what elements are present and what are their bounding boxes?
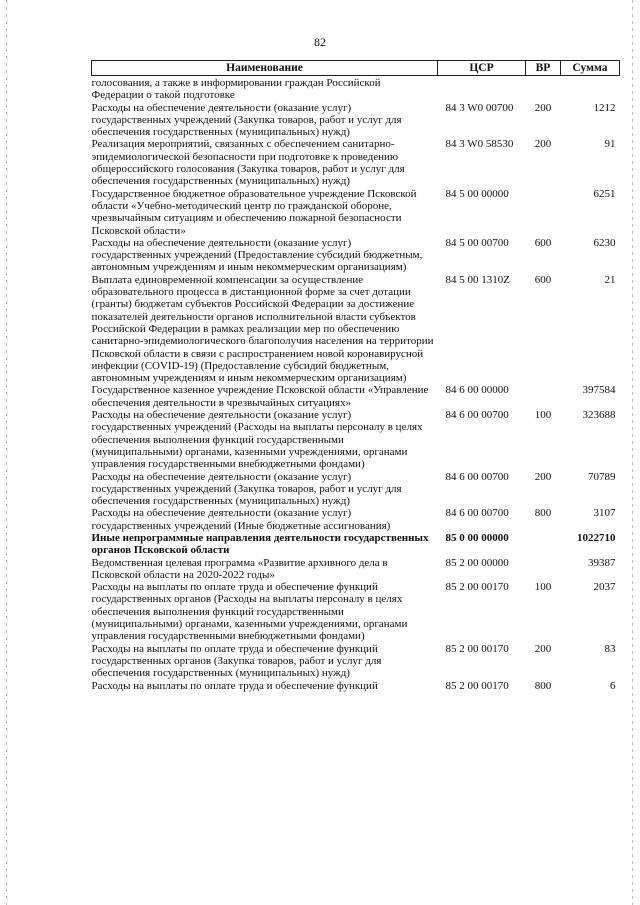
row-sum-cell: 39387 [588, 556, 616, 569]
row-vr-cell: 200 [534, 101, 552, 114]
table-row [92, 581, 620, 642]
table-row [92, 532, 620, 557]
table-row [92, 557, 620, 582]
row-name-cell: Расходы на обеспечение деятельности (оказание услуг) государственных учреждений (Иные бюджетные ассигнования) [91, 507, 391, 532]
row-sum-cell: 1212 [593, 101, 616, 114]
row-vr-cell: 200 [534, 642, 552, 655]
header-csr: ЦСР [438, 61, 526, 76]
row-vr-cell [526, 188, 561, 237]
row-sum-cell: 323688 [582, 409, 616, 422]
row-name-cell: Реализация мероприятий, связанных с обеспечением санитарно-эпидемиологической безопасности при подготовке к проведению общероссийского голосования (Закупка товаров, работ и услуг для обеспечения государственных (муниципальных) нужд) [91, 138, 405, 188]
row-name-cell: Иные непрограммные направления деятельности государственных органов Псковской области [91, 531, 429, 557]
table-row [92, 274, 620, 385]
row-csr-cell: 85 2 00 00170 [445, 679, 509, 692]
row-sum-cell: 3107 [593, 507, 616, 520]
table-row [92, 188, 620, 237]
row-sum-cell: 70789 [588, 470, 616, 483]
row-vr-cell: 600 [534, 273, 552, 286]
row-csr-cell: 84 3 W0 58530 [445, 138, 514, 151]
row-csr-cell: 84 6 00 00700 [445, 470, 509, 483]
header-sum: Сумма [561, 61, 620, 76]
row-sum-cell: 21 [604, 273, 616, 286]
row-name-cell: Государственное казенное учреждение Псковской области «Управление обеспечения деятельности в чрезвычайных ситуациях» [91, 384, 429, 409]
table-row [92, 384, 620, 409]
row-csr-cell: 85 2 00 00000 [445, 556, 509, 569]
row-csr-cell: 84 5 00 1310Z [445, 273, 510, 286]
row-csr-cell: 85 2 00 00170 [445, 642, 509, 655]
row-name-cell: Ведомственная целевая программа «Развитие архивного дела в Псковской области на 2020-2022 годы» [91, 556, 388, 581]
row-vr-cell: 200 [534, 138, 552, 151]
row-csr-cell: 85 0 00 00000 [445, 531, 509, 544]
row-sum-cell: 6 [610, 679, 616, 692]
continuation-row [92, 76, 620, 102]
row-csr-cell: 84 6 00 00700 [445, 507, 509, 520]
row-csr-cell: 84 5 00 00700 [445, 236, 509, 249]
row-name-cell: Расходы на обеспечение деятельности (оказание услуг) государственных учреждений (Закупка товаров, работ и услуг для обеспечения государственных (муниципальных) нужд) [91, 101, 402, 139]
header-name: Наименование [92, 61, 438, 76]
row-vr-cell [526, 384, 561, 409]
row-name-cell: Выплата единовременной компенсации за осуществление образовательного процесса в дистанционной форме за счет дотации (гранты) бюджетам субъектов Российской Федерации за достижение показателей деятельности органов исполнительной власти субъектов Российской Федерации в рамках реализации мер по обеспечению санитарно-эпидемиологического благополучия населения на территории Псковской области в связи с распространением новой коронавирусной инфекции (COVID-19) (Предоставление субсидий бюджетным, автономным учреждениям и иным некоммерческим организациям) [91, 273, 434, 385]
row-name-cell: Расходы на выплаты по оплате труда и обеспечение функций государственных органов (Расходы на выплаты персоналу в целях обеспечения выполнения функций государственными (муниципальными) органами, казенными учреждениями, органами управления государственными внебюджетными фондами) [91, 581, 408, 643]
row-csr-cell: 84 5 00 00000 [445, 187, 509, 200]
row-csr-cell: 84 3 W0 00700 [445, 101, 514, 114]
row-vr-cell: 800 [534, 679, 552, 692]
row-name-cell: Расходы на выплаты по оплате труда и обеспечение функций государственных органов (Закупка товаров, работ и услуг для обеспечения государственных (муниципальных) нужд) [91, 642, 382, 680]
row-csr-cell: 85 2 00 00170 [445, 581, 509, 594]
continuation-text: голосования, а также в информировании граждан Российской Федерации о такой подготовке [91, 77, 381, 102]
row-vr-cell: 800 [534, 507, 552, 520]
scan-edge-left [6, 0, 7, 905]
table-row [92, 507, 620, 532]
row-vr-cell [526, 532, 561, 557]
row-csr-cell: 84 6 00 00000 [445, 384, 509, 397]
table-row [92, 138, 620, 187]
row-vr-cell: 100 [534, 409, 552, 422]
row-vr-cell: 200 [534, 470, 552, 483]
row-sum-cell: 1022710 [577, 531, 616, 544]
row-name-cell: Расходы на обеспечение деятельности (оказание услуг) государственных учреждений (Закупка товаров, работ и услуг для обеспечения государственных (муниципальных) нужд) [91, 470, 402, 508]
row-sum-cell: 91 [604, 138, 616, 151]
row-vr-cell: 600 [534, 236, 552, 249]
row-name-cell: Расходы на обеспечение деятельности (оказание услуг) государственных учреждений (Предоставление субсидий бюджетным, автономным учреждениям и иным некоммерческим организациям) [91, 236, 423, 274]
row-name-cell: Расходы на выплаты по оплате труда и обеспечение функций [91, 679, 378, 692]
header-vr: ВР [526, 61, 561, 76]
table-row [92, 102, 620, 139]
table-header-row [92, 61, 620, 76]
scan-edge-right [632, 0, 633, 905]
row-vr-cell [526, 557, 561, 582]
budget-table [91, 60, 620, 692]
row-name-cell: Государственное бюджетное образовательное учреждение Псковской области «Учебно-методический центр по гражданской обороне, чрезвычайным ситуациям и обеспечению пожарной безопасности Псковской области» [91, 187, 417, 237]
row-sum-cell: 6251 [593, 187, 616, 200]
row-vr-cell: 100 [534, 581, 552, 594]
row-sum-cell: 2037 [593, 581, 616, 594]
table-row [92, 471, 620, 508]
row-csr-cell: 84 6 00 00700 [445, 409, 509, 422]
table-row [92, 680, 620, 692]
row-sum-cell: 397584 [582, 384, 616, 397]
row-name-cell: Расходы на обеспечение деятельности (оказание услуг) государственных учреждений (Расходы на выплаты персоналу в целях обеспечения выполнения функций государственными (муниципальными) органами, казенными учреждениями, органами управления государственными внебюджетными фондами) [91, 409, 423, 471]
table-row [92, 643, 620, 680]
row-sum-cell: 83 [604, 642, 616, 655]
table-row [92, 237, 620, 274]
page-number: 82 [314, 35, 326, 49]
table-row [92, 409, 620, 470]
row-sum-cell: 6230 [593, 236, 616, 249]
